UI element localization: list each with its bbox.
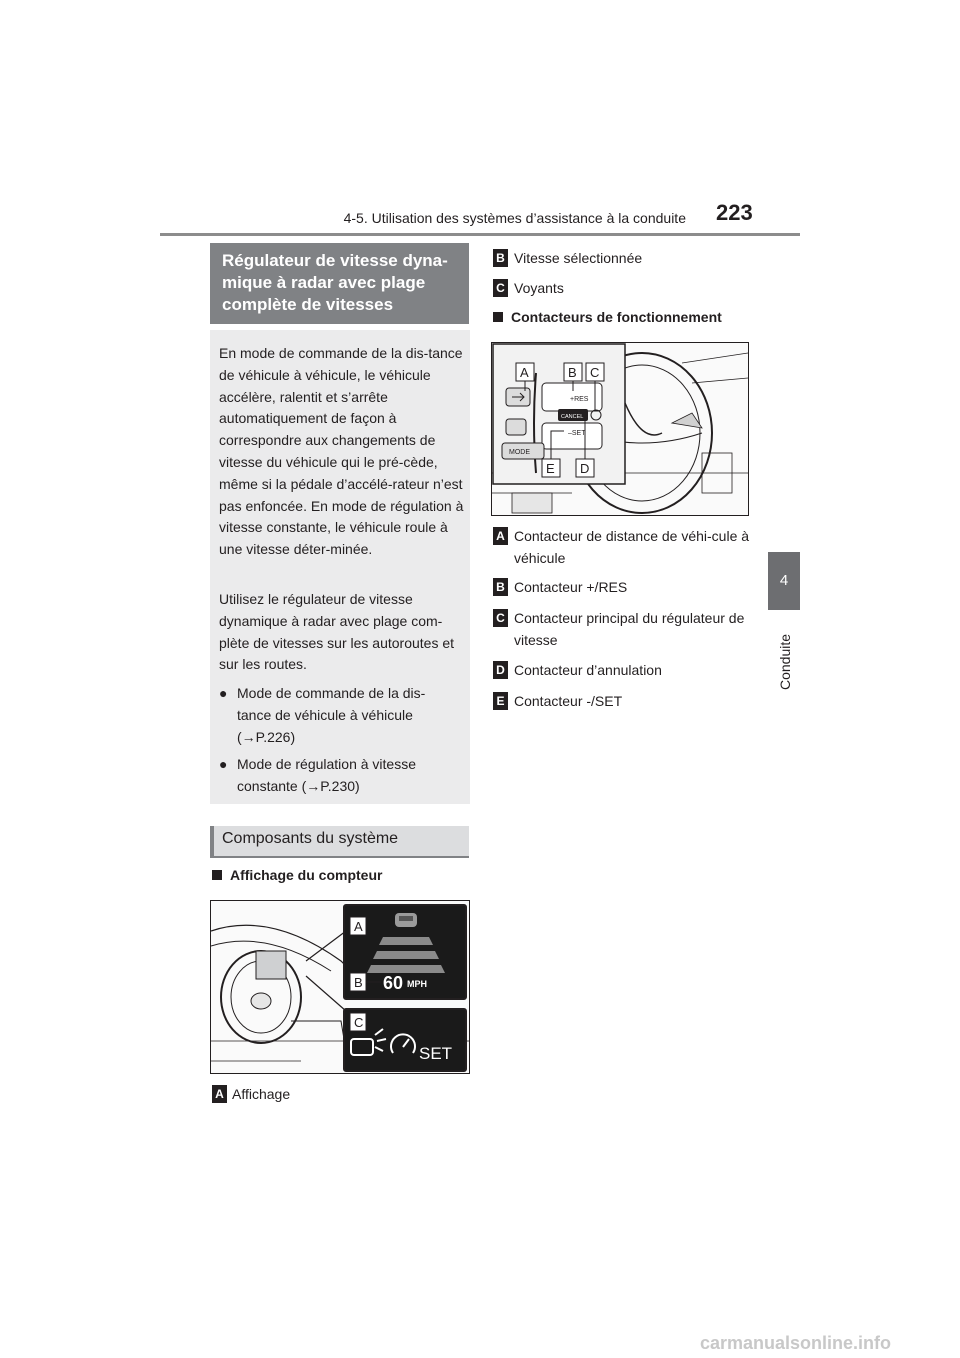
- callout-e: E: [546, 461, 555, 476]
- square-bullet-icon: [493, 312, 503, 322]
- item-letter-a: A: [212, 1085, 227, 1103]
- bullet-constant-speed-mode: [219, 753, 459, 797]
- item-letter-d: D: [493, 661, 508, 679]
- bullet-icon: ●: [219, 756, 228, 772]
- square-bullet-icon: [212, 870, 222, 880]
- item-letter-c: C: [493, 609, 508, 627]
- speed-unit: MPH: [407, 979, 427, 989]
- callout-c: C: [590, 365, 600, 380]
- callout-a: A: [520, 365, 529, 380]
- item-distance-switch: Contacteur de distance de véhi-cule à véhicule: [514, 528, 750, 566]
- callout-c: C: [354, 1015, 364, 1030]
- components-header: Composants du système: [222, 830, 399, 847]
- item-letter-a: A: [493, 527, 508, 545]
- callout-b: B: [568, 365, 577, 380]
- item-res-switch: Contacteur +/RES: [514, 579, 628, 595]
- item-letter-b: B: [493, 578, 508, 596]
- switches-illustration: [491, 342, 749, 516]
- mode-label: MODE: [509, 449, 530, 456]
- page-number: 223: [716, 200, 753, 225]
- item-main-switch: Contacteur principal du régulateur de vitesse: [514, 610, 745, 648]
- switches-heading: Contacteurs de fonctionnement: [493, 309, 722, 325]
- set-label: –SET: [568, 430, 586, 437]
- bullet-text[interactable]: Mode de régulation à vitesse constante (→P.230): [237, 756, 416, 794]
- set-indicator-label: SET: [419, 1044, 453, 1063]
- item-set-switch: Contacteur -/SET: [514, 693, 623, 709]
- callout-a: A: [354, 919, 363, 934]
- bullet-distance-mode: [219, 682, 459, 748]
- res-label: +RES: [570, 396, 589, 403]
- meter-illustration: [210, 900, 470, 1074]
- watermark: carmanualsonline.info: [700, 1333, 892, 1353]
- chapter-label: Conduite: [777, 633, 793, 690]
- cancel-label: CANCEL: [561, 414, 584, 420]
- section-title: Régulateur de vitesse dyna-mique à radar avec plage complète de vitesses: [222, 251, 448, 314]
- item-display: Affichage: [232, 1086, 291, 1102]
- components-rule: [210, 856, 469, 858]
- item-letter-c: C: [493, 279, 508, 297]
- lane-assist-icon: [506, 419, 526, 435]
- item-cancel-switch: Contacteur d’annulation: [514, 662, 662, 678]
- header-rule: [160, 233, 800, 236]
- bullet-text[interactable]: Mode de commande de la dis-tance de véhicule à véhicule (→P.226): [237, 685, 426, 745]
- item-letter-b: B: [493, 249, 508, 267]
- intro-paragraph-usage: Utilisez le régulateur de vitesse dynamique à radar avec plage com-plète de vitesses sur les autoroutes et sur les routes.: [219, 591, 455, 673]
- running-header: 4-5. Utilisation des systèmes d’assistance à la conduite: [343, 210, 686, 226]
- bullet-icon: ●: [219, 685, 228, 701]
- intro-paragraph: En mode de commande de la dis-tance de véhicule à véhicule, le véhicule accélère, ralentit et s’arrête automatiquement de façon à correspondre aux changements de vitesse du véhicule qui le pré-cède, même si la pédale d’accélé-rateur n’est pas enfoncée. En mode de régulation à vitesse constante, le véhicule roule à une vitesse déter-minée.: [219, 345, 464, 558]
- callout-b: B: [354, 975, 363, 990]
- item-indicators: Voyants: [514, 280, 564, 296]
- chapter-tab[interactable]: 4: [768, 552, 800, 610]
- callout-d: D: [580, 461, 590, 476]
- car-icon: [395, 913, 417, 927]
- speed-value: 60: [383, 973, 404, 993]
- meter-heading: Affichage du compteur: [212, 867, 382, 883]
- item-selected-speed: Vitesse sélectionnée: [514, 250, 643, 266]
- item-letter-e: E: [493, 692, 508, 710]
- distance-switch-icon: [506, 388, 530, 406]
